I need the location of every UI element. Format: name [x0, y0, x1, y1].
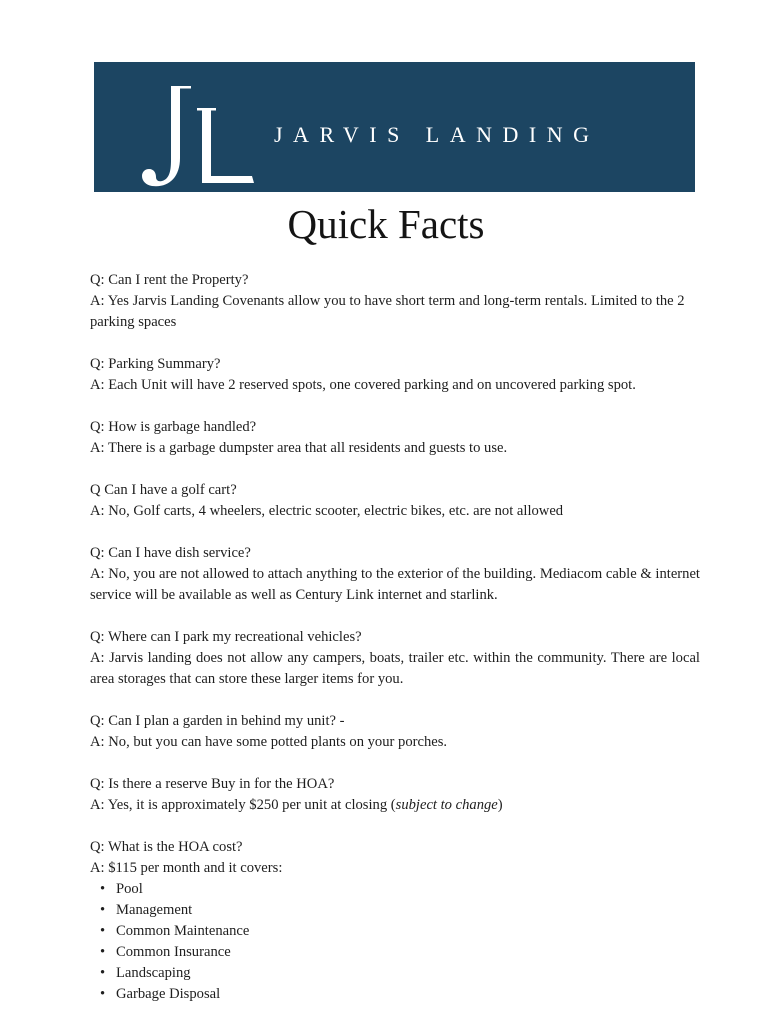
- faq-item-reserve: [90, 774, 700, 816]
- list-item-label: Pool: [116, 881, 143, 897]
- faq-answer: A: No, you are not allowed to attach anything to the exterior of the building. Mediacom cable & internet service will be available as well as Century Link internet and starlink.: [90, 566, 700, 603]
- faq-item-dish: [90, 543, 700, 606]
- faq-item-parking: [90, 354, 700, 396]
- faq-answer: A: There is a garbage dumpster area that all residents and guests to use.: [90, 440, 508, 456]
- faq-question: Q: Can I have dish service?: [90, 545, 251, 561]
- list-item: [100, 942, 700, 963]
- bullet-icon: •: [100, 902, 106, 918]
- faq-answer-note: subject to change: [395, 797, 498, 813]
- faq-question: Q: Is there a reserve Buy in for the HOA?: [90, 776, 335, 792]
- list-item: [100, 900, 700, 921]
- list-item-label: Common Insurance: [116, 944, 231, 960]
- faq-answer: A: Jarvis landing does not allow any campers, boats, trailer etc. within the community. There are local area storages that can store these larger items for you.: [90, 650, 700, 687]
- list-item-label: Landscaping: [116, 965, 191, 981]
- faq-question: Q Can I have a golf cart?: [90, 482, 237, 498]
- faq-list: [90, 270, 700, 1026]
- faq-item-rent: [90, 270, 700, 333]
- faq-answer: A: Yes Jarvis Landing Covenants allow you to have short term and long-term rentals. Limited to the 2 parking spaces: [90, 293, 685, 330]
- faq-item-golf-cart: [90, 480, 700, 522]
- faq-item-garden: [90, 711, 700, 753]
- list-item: [100, 921, 700, 942]
- list-item-label: Common Maintenance: [116, 923, 250, 939]
- bullet-icon: •: [100, 944, 106, 960]
- faq-question: Q: What is the HOA cost?: [90, 839, 243, 855]
- list-item: [100, 879, 700, 900]
- jl-logo-icon: [94, 62, 264, 192]
- faq-question: Q: How is garbage handled?: [90, 419, 257, 435]
- faq-question: Q: Can I rent the Property?: [90, 272, 249, 288]
- faq-answer-text: A: Yes, it is approximately $250 per unit at closing (: [90, 797, 396, 813]
- faq-answer: A: No, Golf carts, 4 wheelers, electric scooter, electric bikes, etc. are not allowed: [90, 503, 564, 519]
- faq-item-hoa-cost: [90, 837, 700, 1005]
- page-title: Quick Facts: [287, 201, 485, 247]
- faq-answer-end: ): [497, 797, 503, 813]
- faq-question: Q: Where can I park my recreational vehicles?: [90, 629, 362, 645]
- bullet-icon: •: [100, 881, 106, 897]
- faq-item-rv: [90, 627, 700, 690]
- faq-answer: A: No, but you can have some potted plants on your porches.: [90, 734, 448, 750]
- bullet-icon: •: [100, 965, 106, 981]
- list-item: [100, 963, 700, 984]
- faq-answer: A: Each Unit will have 2 reserved spots, one covered parking and on uncovered parking spot.: [90, 377, 636, 393]
- faq-answer: [90, 795, 700, 816]
- brand-name: JARVIS LANDING: [274, 122, 600, 147]
- list-item-label: Management: [116, 902, 193, 918]
- list-item-label: Garbage Disposal: [116, 986, 221, 1002]
- faq-item-garbage: [90, 417, 700, 459]
- list-item: [100, 984, 700, 1005]
- faq-answer: A: $115 per month and it covers:: [90, 860, 283, 876]
- bullet-icon: •: [100, 923, 106, 939]
- faq-question: Q: Can I plan a garden in behind my unit? -: [90, 713, 345, 729]
- bullet-icon: •: [100, 986, 106, 1002]
- hoa-coverage-list: [90, 879, 700, 1005]
- faq-question: Q: Parking Summary?: [90, 356, 221, 372]
